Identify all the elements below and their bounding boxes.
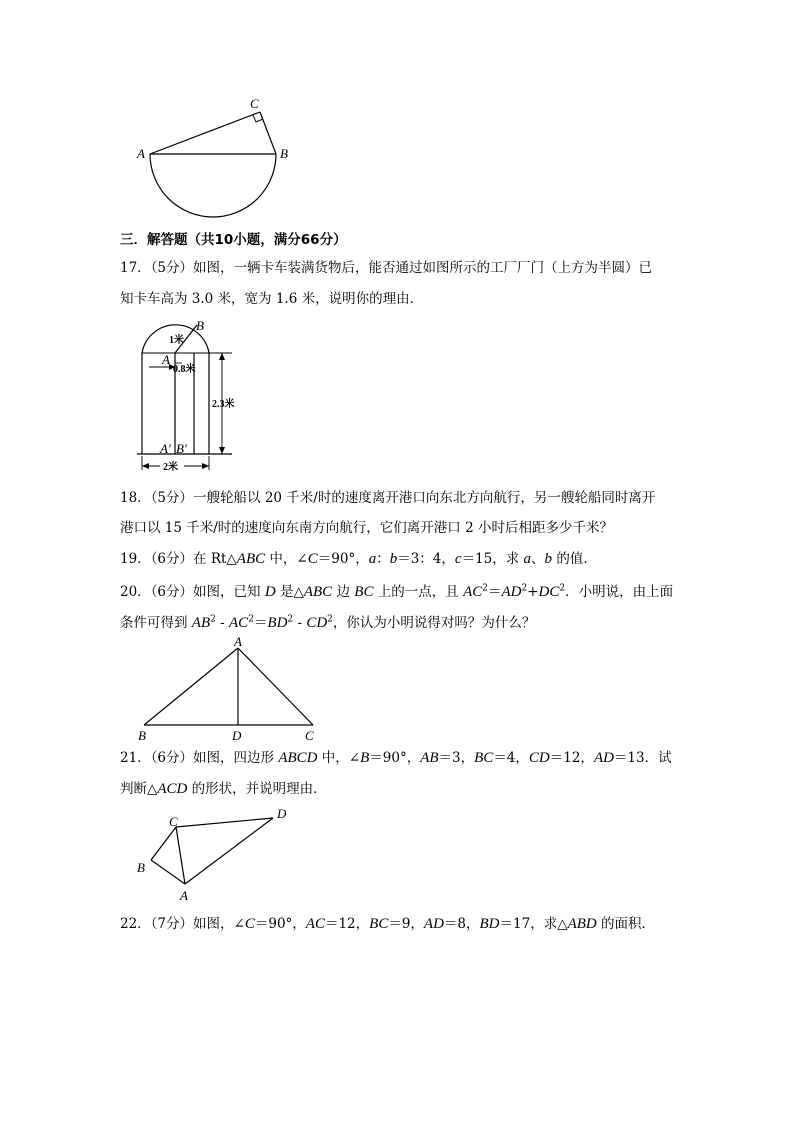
q19-t7: 、: [531, 551, 545, 567]
q17-number: 17．: [120, 260, 151, 276]
q17-line2: [120, 289, 423, 309]
segment-cd: [176, 818, 273, 827]
q17-score: （5分）: [150, 260, 194, 276]
q20-number: 20．: [120, 584, 151, 600]
q19-t3: ＝90°，: [317, 551, 369, 567]
q19-t4: ：: [376, 551, 390, 567]
q22-v2: AC: [305, 916, 325, 932]
q18-text1: 一艘轮船以 20 千米/时的速度离开港口向东北方向航行，另一艘轮船同时离开: [193, 490, 656, 506]
q20-t7: ．小明说，由上面: [565, 584, 674, 600]
q22-t2: ＝90°，: [254, 916, 306, 932]
label-a: A: [162, 352, 170, 367]
label-radius: 1米: [169, 335, 184, 346]
q20-v3: BC: [354, 584, 374, 600]
q19-v6: a: [523, 551, 532, 567]
q20-t1: 如图，已知: [193, 584, 265, 600]
q20-t4: 上的一点，且: [373, 584, 464, 600]
label-b: B: [196, 318, 204, 333]
q21-v3: AB: [420, 750, 439, 766]
label-b-prime: B′: [176, 441, 187, 456]
q21-t7: ＝13．试: [613, 750, 672, 766]
q20-line2: [120, 613, 535, 633]
q22-t5: ＝8，: [443, 916, 480, 932]
q21-t2: 中，∠: [317, 750, 361, 766]
segment-ac: [176, 827, 185, 884]
q21-line2: [120, 779, 327, 799]
q20-t8: 条件可得到: [120, 615, 192, 631]
q19-t8: 的值．: [552, 551, 597, 567]
q22-t3: ＝12，: [324, 916, 370, 932]
q21-v6: AD: [593, 750, 614, 766]
q20-t10: ＝: [253, 615, 268, 631]
label-b: B: [138, 728, 146, 743]
q21-v1: ABCD: [278, 750, 318, 766]
label-half-width: 0.8米: [173, 364, 196, 375]
q21-t1: 如图，四边形: [193, 750, 279, 766]
q17-text2: 知卡车高为 3.0 米，宽为 1.6 米，说明你的理由．: [120, 291, 424, 307]
figure-semicircle-triangle: [135, 92, 305, 222]
q21-t8: 判断△: [120, 781, 158, 797]
q19-line1: [120, 549, 597, 569]
q22-line1: [120, 914, 655, 934]
label-a-prime: A′: [160, 441, 171, 456]
segment-ad: [185, 818, 273, 884]
q20-t6: +: [527, 584, 539, 600]
q20-line1: [120, 582, 673, 602]
q20-sup6: 2: [287, 614, 294, 625]
height-arrow-bottom: [219, 447, 225, 454]
q19-v7: b: [544, 551, 553, 567]
q22-v6: ABD: [567, 916, 597, 932]
figure-quadrilateral-abcd: [132, 802, 292, 904]
q21-v2: B: [360, 750, 370, 766]
q18-line1: [120, 488, 655, 508]
label-c: C: [250, 96, 259, 111]
label-a: A: [234, 634, 242, 649]
label-height: 2.3米: [212, 399, 235, 410]
q20-v7: AB: [191, 615, 211, 631]
q20-v8: AC: [229, 615, 249, 631]
label-b: B: [137, 860, 145, 875]
label-c: C: [305, 728, 314, 743]
q19-number: 19．: [120, 551, 151, 567]
segment-ab: [144, 648, 238, 725]
q20-v6: DC: [538, 584, 560, 600]
q21-v5: CD: [528, 750, 550, 766]
q20-v4: AC: [463, 584, 483, 600]
q20-v9: BD: [267, 615, 288, 631]
label-b: B: [280, 146, 288, 161]
q20-sup7: 2: [327, 614, 333, 625]
label-a: A: [180, 888, 188, 903]
q19-t5: ＝3：4，: [397, 551, 455, 567]
q22-t4: ＝9，: [388, 916, 424, 932]
q21-score: （6分）: [150, 750, 194, 766]
segment-ac: [238, 648, 313, 725]
segment-cb: [260, 112, 276, 154]
label-d: D: [277, 806, 287, 821]
segment-ac: [150, 112, 260, 154]
q19-t6: ＝15，求: [461, 551, 524, 567]
q20-sup3: 2: [559, 583, 566, 594]
q21-t5: ＝4，: [493, 750, 529, 766]
label-c: C: [169, 814, 178, 829]
q19-score: （6分）: [150, 551, 194, 567]
q19-v5: c: [454, 551, 462, 567]
q19-v2: C: [307, 551, 318, 567]
q20-t12: ，你认为小明说得对吗？为什么？: [332, 615, 536, 631]
segment-bc: [151, 827, 176, 860]
q21-t3: ＝90°，: [369, 750, 421, 766]
q22-t6: ＝17，求△: [499, 916, 568, 932]
section-title: 三．解答题（共10小题，满分66分）: [120, 232, 347, 248]
q20-t5: ＝: [487, 584, 502, 600]
q19-t2: 中，∠: [265, 551, 308, 567]
q20-score: （6分）: [150, 584, 194, 600]
q20-sup5: 2: [248, 614, 254, 625]
q17-text1: 如图，一辆卡车装满货物后，能否通过如图所示的工厂厂门（上方为半圆）已: [193, 260, 653, 276]
q21-t4: ＝3，: [438, 750, 475, 766]
q20-t2: 是△: [275, 584, 304, 600]
q22-number: 22．: [120, 916, 151, 932]
label-gate-width: 2米: [163, 462, 178, 473]
q20-v2: ABC: [303, 584, 333, 600]
label-d: D: [232, 728, 242, 743]
width-arrow-right: [202, 463, 209, 469]
q20-v10: CD: [306, 615, 328, 631]
q22-score: （7分）: [150, 916, 194, 932]
q18-number: 18．: [120, 490, 151, 506]
q21-line1: [120, 748, 672, 768]
segment-ab: [151, 860, 185, 884]
q20-t11: -: [293, 615, 307, 631]
q22-v5: BD: [479, 916, 500, 932]
q20-sup2: 2: [521, 583, 528, 594]
q21-v7: ACD: [157, 781, 188, 797]
height-arrow-top: [219, 353, 225, 360]
q22-v3: BC: [369, 916, 389, 932]
q17-line1: [120, 258, 652, 278]
q22-v4: AD: [423, 916, 444, 932]
q19-v3: a: [368, 551, 377, 567]
label-a: A: [137, 146, 145, 161]
q20-sup4: 2: [210, 614, 216, 625]
q21-t6: ＝12，: [549, 750, 594, 766]
q19-v1: ABC: [236, 551, 266, 567]
q21-number: 21．: [120, 750, 151, 766]
q20-t3: 边: [332, 584, 355, 600]
q19-v4: b: [389, 551, 398, 567]
q19-t1: 在 Rt△: [193, 551, 237, 567]
q20-sup1: 2: [482, 583, 488, 594]
q20-v1: D: [264, 584, 276, 600]
q21-v4: BC: [474, 750, 494, 766]
figure-factory-gate: [132, 316, 272, 476]
q20-v5: AD: [501, 584, 522, 600]
q21-t9: 的形状，并说明理由．: [187, 781, 327, 797]
figure-triangle-abc: [130, 632, 330, 744]
semicircle-arc: [150, 154, 276, 217]
width-arrow-left: [142, 463, 149, 469]
q18-line2: [120, 518, 613, 538]
q22-v1: C: [244, 916, 255, 932]
q20-t9: -: [215, 615, 230, 631]
q22-t1: 如图，∠: [193, 916, 245, 932]
q18-text2: 港口以 15 千米/时的速度向东南方向航行，它们离开港口 2 小时后相距多少千米？: [120, 520, 613, 536]
q22-t7: 的面积．: [596, 916, 656, 932]
q18-score: （5分）: [150, 490, 194, 506]
